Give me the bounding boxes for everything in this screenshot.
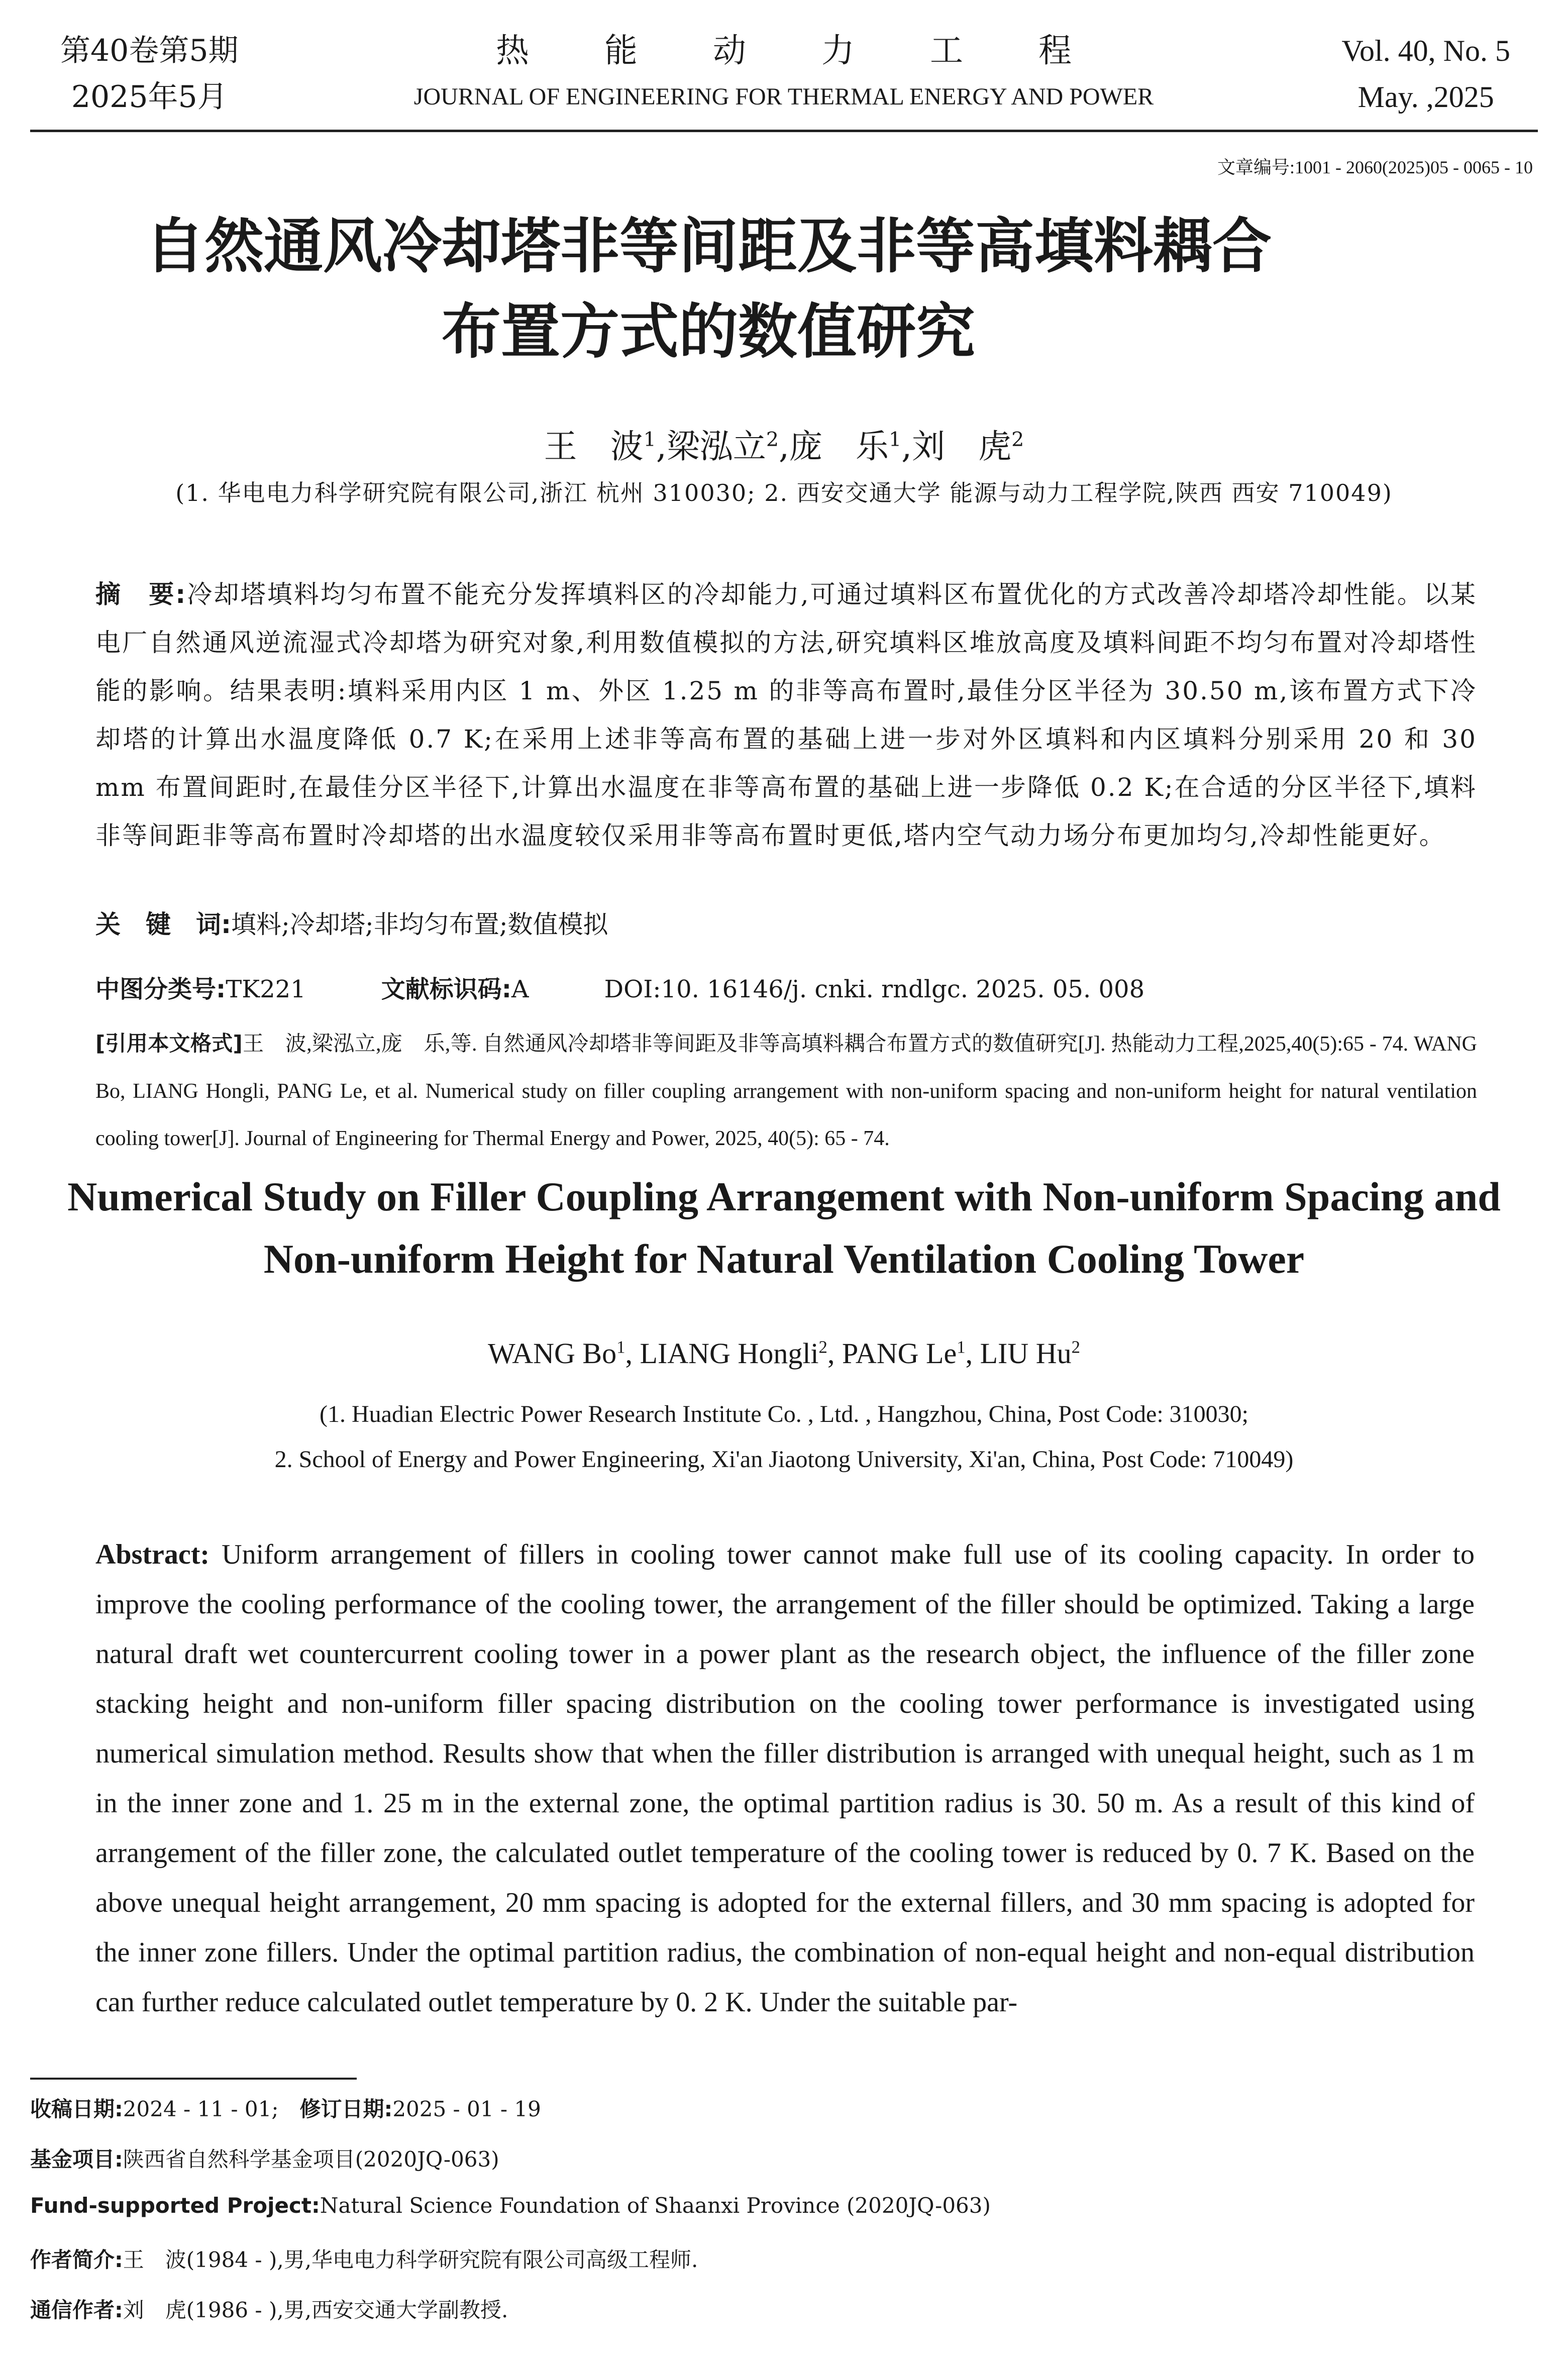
title-cn-line2: 布置方式的数值研究 bbox=[441, 297, 975, 366]
author-en-affiliation-mark: 2 bbox=[818, 1337, 827, 1357]
journal-name-cn: 热能动力工程 bbox=[496, 31, 1147, 70]
author-cn-affiliation-mark: 1 bbox=[643, 428, 656, 451]
title-cn bbox=[75, 203, 1341, 374]
header-date-cn: 2025年5月 bbox=[71, 79, 228, 115]
header-date-en: May. ,2025 bbox=[1357, 80, 1494, 114]
fund-cn-text: 陕西省自然科学基金项目(2020JQ-063) bbox=[123, 2147, 499, 2172]
title-en-line1: Numerical Study on Filler Coupling Arrangement with Non-uniform Spacing and bbox=[67, 1174, 1501, 1219]
keywords-cn-label: 关 键 词: bbox=[95, 910, 231, 939]
authors-en bbox=[0, 1337, 1568, 1370]
abstract-cn bbox=[95, 570, 1477, 860]
header-volume-en bbox=[1341, 28, 1510, 120]
affiliation-cn: (1. 华电电力科学研究院有限公司,浙江 杭州 310030; 2. 西安交通大学 能源与动力工程学院,陕西 西安 710049) bbox=[175, 479, 1393, 506]
abstract-en-label: Abstract: bbox=[95, 1539, 210, 1570]
header-rule bbox=[30, 130, 1538, 132]
footnote-dates bbox=[30, 2093, 541, 2123]
clc-label: 中图分类号: bbox=[95, 975, 226, 1003]
classification-line bbox=[95, 970, 1144, 1004]
footnote-fund-en bbox=[30, 2193, 991, 2218]
revised-label: 修订日期: bbox=[299, 2097, 393, 2121]
author-bio-label: 作者简介: bbox=[30, 2247, 123, 2272]
author-cn-name: 王 波 bbox=[544, 427, 644, 466]
author-en-name: WANG Bo bbox=[487, 1337, 617, 1370]
footnote-author-bio bbox=[30, 2243, 698, 2274]
author-en-affiliation-mark: 2 bbox=[1071, 1337, 1081, 1357]
title-cn-line1: 自然通风冷却塔非等间距及非等高填料耦合 bbox=[145, 212, 1272, 281]
author-separator: , bbox=[779, 427, 789, 466]
author-cn-affiliation-mark: 2 bbox=[766, 428, 779, 451]
abstract-cn-text: 冷却塔填料均匀布置不能充分发挥填料区的冷却能力,可通过填料区布置优化的方式改善冷却塔冷却性能。以某电厂自然通风逆流湿式冷却塔为研究对象,利用数值模拟的方法,研究填料区堆放高度及填料间距不均匀布置对冷却塔性能的影响。结果表明:填料采用内区 1 m、外区 1.25 m 的非等高布置时,最佳分区半径为 30.50 m,该布置方式下冷却塔的计算出水温度降低 0.7 K;在采用上述非等高布置的基础上进一步对外区填料和内区填料分别采用 20 和 30 mm 布置间距时,在最佳分区半径下,计算出水温度在非等高布置的基础上进一步降低 0.2 K;在合适的分区半径下,填料非等间距非等高布置时冷却塔的出水温度较仅采用非等高布置时更低,塔内空气动力场分布更加均匀,冷却性能更好。 bbox=[95, 580, 1477, 850]
keywords-cn bbox=[95, 904, 608, 941]
author-separator: , bbox=[656, 427, 667, 466]
abstract-en bbox=[95, 1530, 1475, 2027]
journal-header bbox=[352, 28, 1216, 120]
footnote-corresponding bbox=[30, 2294, 508, 2324]
author-en-name: LIANG Hongli bbox=[640, 1337, 819, 1370]
revised-date: 2025 - 01 - 19 bbox=[392, 2097, 541, 2121]
fund-en-text: Natural Science Foundation of Shaanxi Province (2020JQ-063) bbox=[320, 2193, 991, 2218]
author-cn-name: 庞 乐 bbox=[789, 427, 889, 466]
journal-name-en: JOURNAL OF ENGINEERING FOR THERMAL ENERGY AND POWER bbox=[413, 83, 1154, 110]
doc-code-label: 文献标识码: bbox=[381, 975, 511, 1003]
received-date: 2024 - 11 - 01; bbox=[123, 2097, 300, 2121]
title-en bbox=[15, 1166, 1553, 1290]
author-bio-text: 王 波(1984 - ),男,华电电力科学研究院有限公司高级工程师. bbox=[123, 2247, 698, 2272]
corresponding-text: 刘 虎(1986 - ),男,西安交通大学副教授. bbox=[123, 2298, 508, 2322]
author-cn-name: 刘 虎 bbox=[912, 427, 1012, 466]
abstract-cn-label: 摘 要: bbox=[95, 580, 187, 609]
footnote-rule bbox=[30, 2078, 357, 2080]
author-cn-name: 梁泓立 bbox=[666, 427, 766, 466]
author-cn-affiliation-mark: 1 bbox=[888, 428, 902, 451]
author-separator: , bbox=[901, 427, 912, 466]
header-volume-number: Vol. 40, No. 5 bbox=[1341, 34, 1510, 67]
author-en-name: LIU Hu bbox=[980, 1337, 1072, 1370]
header-issue bbox=[60, 28, 239, 120]
author-separator: , bbox=[965, 1337, 980, 1370]
article-number: 文章编号:1001 - 2060(2025)05 - 0065 - 10 bbox=[1217, 157, 1533, 177]
fund-cn-label: 基金项目: bbox=[30, 2147, 123, 2172]
citation-format bbox=[95, 1020, 1477, 1162]
footnote-fund-cn bbox=[30, 2143, 499, 2173]
author-separator: , bbox=[625, 1337, 640, 1370]
abstract-en-text: Uniform arrangement of fillers in cooling tower cannot make full use of its cooling capacity. In order to improve the cooling performance of the cooling tower, the arrangement of the filler should be optimized. Taking a large natural draft wet countercurrent cooling tower in a power plant as the research object, the influence of the filler zone stacking height and non-uniform filler spacing distribution on the cooling tower performance is investigated using numerical simulation method. Results show that when the filler distribution is arranged with unequal height, such as 1 m in the inner zone and 1. 25 m in the external zone, the optimal partition radius is 30. 50 m. As a result of this kind of arrangement of the filler zone, the calculated outlet temperature of the cooling tower is reduced by 0. 7 K. Based on the above unequal height arrangement, 20 mm spacing is adopted for the external fillers, and 30 mm spacing is adopted for the inner zone fillers. Under the optimal partition radius, the combination of non-equal height and non-equal distribution can further reduce calculated outlet temperature by 0. 2 K. Under the suitable par- bbox=[95, 1539, 1475, 2018]
doc-code-value: A bbox=[511, 975, 529, 1003]
authors-cn bbox=[0, 420, 1568, 467]
clc-value: TK221 bbox=[226, 975, 306, 1003]
title-en-line2: Non-uniform Height for Natural Ventilation Cooling Tower bbox=[263, 1236, 1305, 1282]
author-en-name: PANG Le bbox=[842, 1337, 957, 1370]
affiliation-en-line1: (1. Huadian Electric Power Research Institute Co. , Ltd. , Hangzhou, China, Post Code: 310030; bbox=[320, 1401, 1248, 1427]
author-en-affiliation-mark: 1 bbox=[957, 1337, 966, 1357]
affiliation-en bbox=[0, 1392, 1568, 1482]
citation-label: [引用本文格式] bbox=[95, 1031, 243, 1056]
doi: DOI:10. 16146/j. cnki. rndlgc. 2025. 05. 008 bbox=[604, 975, 1145, 1003]
corresponding-label: 通信作者: bbox=[30, 2298, 123, 2322]
author-cn-affiliation-mark: 2 bbox=[1011, 428, 1024, 451]
keywords-cn-text: 填料;冷却塔;非均匀布置;数值模拟 bbox=[231, 910, 608, 939]
author-en-affiliation-mark: 1 bbox=[616, 1337, 625, 1357]
header-volume-cn: 第40卷第5期 bbox=[60, 33, 239, 68]
affiliation-en-line2: 2. School of Energy and Power Engineering, Xi'an Jiaotong University, Xi'an, China, Post Code: 710049) bbox=[274, 1446, 1294, 1473]
citation-text: 王 波,梁泓立,庞 乐,等. 自然通风冷却塔非等间距及非等高填料耦合布置方式的数值研究[J]. 热能动力工程,2025,40(5):65 - 74. WANG Bo, LIANG Hongli, PANG Le, et al. Numerical study on filler coupling arrangement with non-uniform spacing and non-uniform height for natural ventilation cooling tower[J]. Journal of Engineering for Thermal Energy and Power, 2025, 40(5): 65 - 74. bbox=[95, 1033, 1477, 1150]
received-label: 收稿日期: bbox=[30, 2097, 123, 2121]
author-separator: , bbox=[827, 1337, 842, 1370]
fund-en-label: Fund-supported Project: bbox=[30, 2193, 320, 2218]
